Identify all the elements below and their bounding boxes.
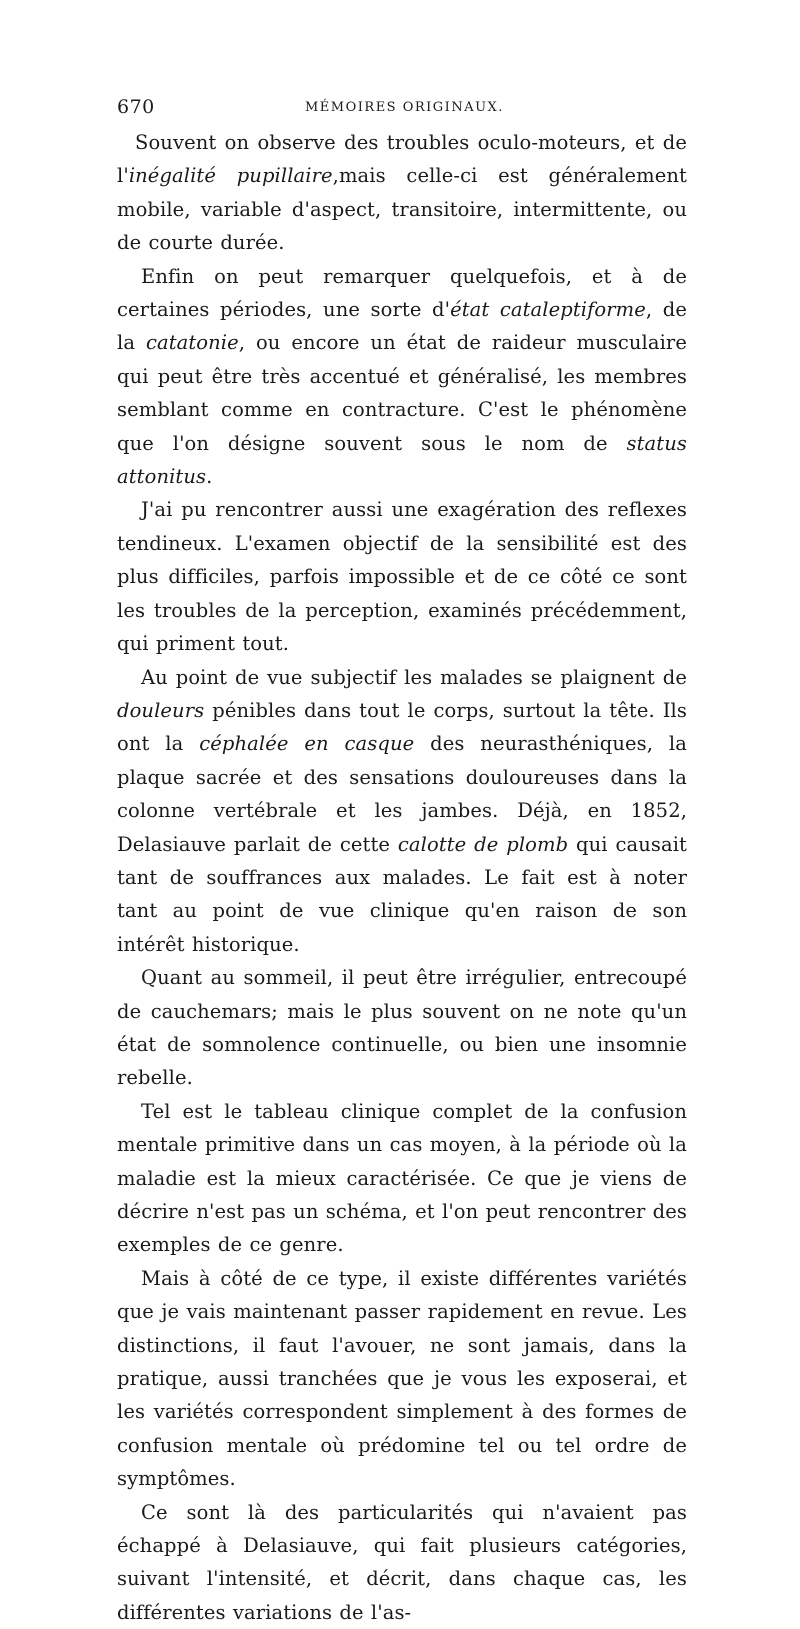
text-run: pénibles dans tout le corps, surtout la tête. Ils ont la	[117, 698, 687, 756]
italic-run: inégalité pupillaire	[128, 164, 333, 188]
italic-run: status attonitus	[117, 431, 687, 489]
document-page	[117, 96, 687, 1629]
paragraph	[117, 260, 687, 494]
paragraph	[117, 1095, 687, 1262]
italic-run: calotte de plomb	[397, 832, 569, 856]
text-run: qui causait tant de souffrances aux malades. Le fait est à noter tant au point de vue clinique qu'en raison de son intérêt historique.	[117, 832, 687, 956]
paragraph	[117, 661, 687, 962]
paragraph	[117, 1262, 687, 1496]
text-run: Quant au sommeil, il peut être irrégulier, entrecoupé de cauchemars; mais le plus souvent on ne note qu'un état de somnolence continuelle, ou bien une insomnie rebelle.	[117, 966, 687, 1090]
text-run: ,mais celle-ci est généralement mobile, variable d'aspect, transitoire, intermittente, ou de courte durée.	[117, 164, 687, 255]
text-run: Mais à côté de ce type, il existe différentes variétés que je vais maintenant passer rapidement en revue. Les distinctions, il faut l'avouer, ne sont jamais, dans la pratique, aussi tranchées que je vous les exposerai, et les variétés correspondent simplement à des formes de confusion mentale où prédomine tel ou tel ordre de symptômes.	[117, 1266, 687, 1491]
italic-run: catatonie	[145, 331, 239, 355]
body-text	[117, 126, 687, 1629]
running-title: MÉMOIRES ORIGINAUX.	[305, 100, 504, 115]
text-run: J'ai pu rencontrer aussi une exagération des reflexes tendineux. L'examen objectif de la sensibilité est des plus difficiles, parfois impossible et de ce côté ce sont les troubles de la perception, examinés précédemment, qui priment tout.	[117, 498, 687, 656]
italic-run: céphalée en casque	[199, 732, 415, 756]
text-run: , de la	[117, 298, 687, 355]
text-run: des neurasthéniques, la plaque sacrée et des sensations douloureuses dans la colonne vertébrale et les jambes. Déjà, en 1852, Delasiauve parlait de cette	[117, 732, 687, 856]
text-run: Au point de vue subjectif les malades se plaignent de	[141, 665, 687, 689]
text-run: Souvent on observe des troubles oculo-moteurs, et de l'	[117, 131, 687, 188]
text-run: Ce sont là des particularités qui n'avaient pas échappé à Delasiauve, qui fait plusieurs catégories, suivant l'intensité, et décrit, dans chaque cas, les différentes variations de l'as-	[117, 1500, 687, 1624]
paragraph	[117, 126, 687, 260]
italic-run: état cataleptiforme	[450, 298, 646, 322]
text-run: Enfin on peut remarquer quelquefois, et à de certaines périodes, une sorte d'	[117, 264, 687, 322]
text-run: .	[206, 465, 213, 489]
running-header	[117, 96, 687, 122]
text-run: , ou encore un état de raideur musculaire qui peut être très accentué et généralisé, les membres semblant comme en contracture. C'est le phénomène que l'on désigne souvent sous le nom de	[117, 331, 687, 455]
italic-run: douleurs	[117, 698, 205, 722]
paragraph	[117, 1496, 687, 1629]
text-run: Tel est le tableau clinique complet de la confusion mentale primitive dans un cas moyen, à la période où la maladie est la mieux caractérisée. Ce que je viens de décrire n'est pas un schéma, et l'on peut rencontrer des exemples de ce genre.	[117, 1099, 688, 1257]
page-number: 670	[117, 96, 155, 118]
paragraph	[117, 493, 687, 660]
paragraph	[117, 961, 687, 1095]
